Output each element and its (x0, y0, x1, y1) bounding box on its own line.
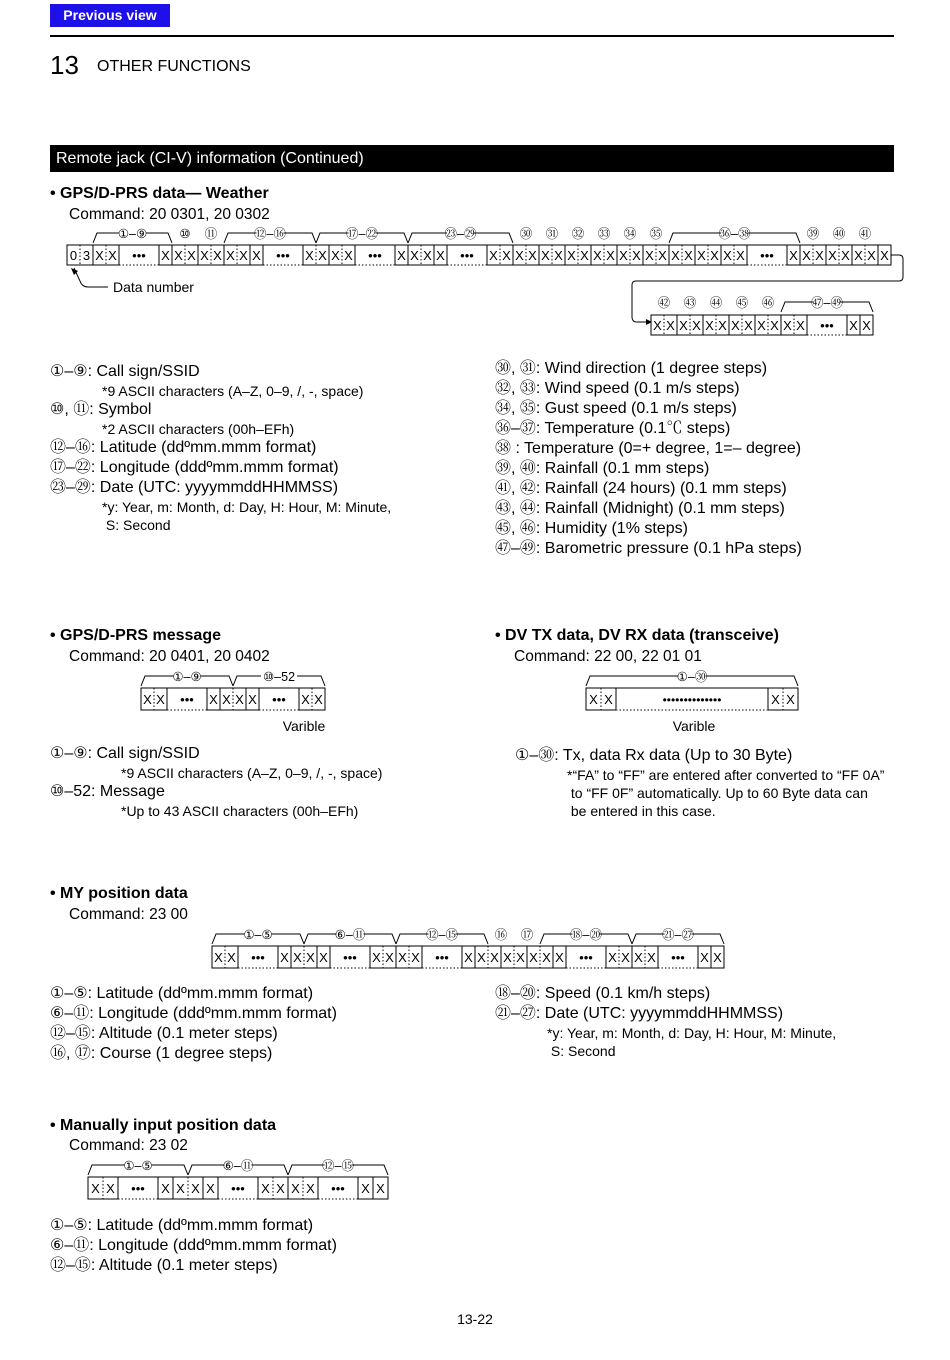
byte-digit: X (697, 248, 706, 263)
list-item: ㊶, ㊷: Rainfall (24 hours) (0.1 mm steps) (495, 480, 787, 497)
byte-digit: X (314, 692, 323, 707)
byte-digit: X (108, 248, 117, 263)
byte-digit: X (222, 692, 231, 707)
byte-digit: X (770, 318, 779, 333)
byte-digit: X (306, 950, 315, 965)
list-item: ㊼–㊾: Barometric pressure (0.1 hPa steps) (495, 540, 802, 557)
byte-digit: X (398, 950, 407, 965)
byte-index-label: ㉜ (571, 227, 585, 241)
note-line: *y: Year, m: Month, d: Day, H: Hour, M: Minute, (102, 499, 392, 515)
list-item: ⑫–⑯: Latitude (ddºmm.mmm format) (50, 439, 317, 456)
byte-digit: X (516, 950, 525, 965)
dots-separator: ••• (579, 950, 593, 965)
byte-digit: X (372, 950, 381, 965)
list-item: ㊱–㊲: Temperature (0.1℃ steps) (495, 420, 731, 437)
manual-list (50, 1216, 337, 1276)
dots-separator: ••• (132, 248, 146, 263)
dots-separator: ••• (671, 950, 685, 965)
list-item: ㉜, ㉝: Wind speed (0.1 m/s steps) (495, 380, 740, 397)
list-item: ㊳ : Temperature (0=+ degree, 1=– degree) (495, 440, 802, 457)
list-item: ⑩–52: Message (50, 783, 165, 800)
byte-digit: X (828, 248, 837, 263)
message-list (50, 744, 382, 820)
byte-digit: X (477, 950, 486, 965)
weather-command: Command: 20 0301, 20 0302 (69, 206, 270, 223)
byte-index-label: ㊷ (657, 296, 671, 310)
list-item: ㉓–㉙: Date (UTC: yyyymmddHHMMSS) (50, 479, 339, 496)
byte-index-label: ㉝ (597, 227, 611, 241)
byte-digit: X (319, 950, 328, 965)
range-label: ①–⑨ (172, 670, 202, 684)
byte-digit: X (226, 248, 235, 263)
byte-digit: X (567, 248, 576, 263)
varible-label: Varible (672, 718, 716, 734)
byte-digit: X (174, 248, 183, 263)
byte-digit: X (293, 950, 302, 965)
data-number-pointer (74, 268, 108, 287)
dvtx-diagram (475, 664, 950, 736)
byte-digit: X (731, 318, 740, 333)
byte-digit: X (191, 1181, 200, 1196)
range-label: ⑫–⑮ (322, 1159, 354, 1173)
byte-digit: X (541, 248, 550, 263)
byte-digit: X (713, 950, 722, 965)
list-item: ㉚, ㉛: Wind direction (1 degree steps) (495, 360, 768, 377)
byte-index-label: ⑯ (494, 928, 508, 942)
note-line: *“FA” to “FF” are entered after converted to “FF 0A” (567, 767, 885, 783)
byte-digit: X (666, 318, 675, 333)
list-item: ⑫–⑮: Altitude (0.1 meter steps) (50, 1025, 278, 1042)
dots-separator: ••• (343, 950, 357, 965)
byte-digit: X (815, 248, 824, 263)
mypos-right-list (495, 984, 836, 1060)
range-label: ㊱–㊳ (718, 227, 751, 241)
weather-right-list (495, 359, 802, 559)
byte-digit: X (632, 248, 641, 263)
byte-digit: X (658, 248, 667, 263)
list-item: ⑯, ⑰: Course (1 degree steps) (50, 1045, 273, 1062)
byte-digit: X (786, 692, 795, 707)
byte-digit: X (529, 950, 538, 965)
dots-separator: ••• (180, 692, 194, 707)
list-item: ①–⑤: Latitude (ddºmm.mmm format) (50, 985, 314, 1002)
byte-digit: X (710, 248, 719, 263)
mypos-command: Command: 23 00 (69, 906, 188, 923)
byte-digit: X (802, 248, 811, 263)
byte-digit: X (376, 1181, 385, 1196)
byte-digit: X (209, 692, 218, 707)
dvtx-title: • DV TX data, DV RX data (transceive) (495, 627, 779, 644)
byte-digit: X (589, 692, 598, 707)
byte-digit: X (176, 1181, 185, 1196)
note-line: S: Second (102, 517, 171, 533)
byte-digit: X (783, 318, 792, 333)
byte-digit: X (692, 318, 701, 333)
manual-title: • Manually input position data (50, 1117, 277, 1134)
byte-index-label: ⑰ (520, 928, 534, 942)
note-line: S: Second (547, 1043, 616, 1059)
byte-digit: X (757, 318, 766, 333)
dots-separator: •••••••••••••• (662, 693, 722, 707)
list-item: ⑥–⑪: Longitude (dddºmm.mmm format) (50, 1237, 337, 1254)
page-number: 13-22 (457, 1311, 493, 1327)
byte-digit: X (796, 318, 805, 333)
byte-digit: X (106, 1181, 115, 1196)
byte-digit: X (436, 248, 445, 263)
byte-digit: X (744, 318, 753, 333)
byte-digit: X (705, 318, 714, 333)
mypos-left-list (50, 984, 337, 1064)
byte-digit: X (789, 248, 798, 263)
byte-digit: X (411, 950, 420, 965)
byte-digit: X (397, 248, 406, 263)
dots-separator: ••• (131, 1181, 145, 1196)
previous-view-button[interactable]: Previous view (50, 4, 170, 27)
byte-digit: X (621, 950, 630, 965)
byte-digit: X (528, 248, 537, 263)
byte-digit: X (771, 692, 780, 707)
byte-digit: X (214, 950, 223, 965)
list-item: ⑰–㉒: Longitude (dddºmm.mmm format) (50, 459, 339, 476)
byte-digit: X (647, 950, 656, 965)
byte-digit: X (841, 248, 850, 263)
byte-digit: X (280, 950, 289, 965)
dots-separator: ••• (368, 248, 382, 263)
byte-digit: X (580, 248, 589, 263)
byte-digit: X (252, 248, 261, 263)
byte-digit: X (555, 950, 564, 965)
dots-separator: ••• (331, 1181, 345, 1196)
byte-digit: X (385, 950, 394, 965)
byte-digit: X (862, 318, 871, 333)
byte-index-label: ㊺ (735, 296, 749, 310)
message-title: • GPS/D-PRS message (50, 627, 221, 644)
byte-index-label: ㉞ (623, 227, 637, 241)
byte-digit: X (849, 318, 858, 333)
byte-digit: X (854, 248, 863, 263)
note-line: *9 ASCII characters (A–Z, 0–9, /, -, space) (102, 383, 364, 399)
list-item: ㉞, ㉟: Gust speed (0.1 m/s steps) (495, 400, 737, 417)
byte-digit: X (187, 248, 196, 263)
byte-digit: X (291, 1181, 300, 1196)
section-bar: Remote jack (CI-V) information (Continued) (50, 145, 894, 172)
note-line: be entered in this case. (567, 803, 716, 819)
list-item: ⑱–⑳: Speed (0.1 km/h steps) (495, 985, 711, 1002)
byte-digit: X (679, 318, 688, 333)
byte-digit: 0 (69, 248, 78, 263)
byte-digit: X (606, 248, 615, 263)
dots-separator: ••• (820, 318, 834, 333)
note-line: to “FF 0F” automatically. Up to 60 Byte data can (567, 785, 868, 801)
range-label: ⑱–⑳ (570, 928, 602, 942)
byte-index-label: ⑪ (204, 227, 218, 241)
varible-label: Varible (282, 718, 326, 734)
byte-digit: X (276, 1181, 285, 1196)
list-item: ㊸, ㊹: Rainfall (Midnight) (0.1 mm steps) (495, 500, 785, 517)
list-item: ①–⑨: Call sign/SSID (50, 745, 200, 762)
byte-digit: X (490, 950, 499, 965)
byte-digit: X (723, 248, 732, 263)
manual-command: Command: 23 02 (69, 1137, 188, 1154)
byte-digit: X (634, 950, 643, 965)
byte-digit: X (227, 950, 236, 965)
byte-digit: X (489, 248, 498, 263)
byte-digit: X (619, 248, 628, 263)
list-item: ⑥–⑪: Longitude (dddºmm.mmm format) (50, 1005, 337, 1022)
byte-digit: X (645, 248, 654, 263)
byte-digit: X (736, 248, 745, 263)
range-label: ⑰–㉒ (346, 227, 378, 241)
data-number-label: Data number (113, 279, 194, 295)
byte-digit: X (156, 692, 165, 707)
byte-digit: X (318, 248, 327, 263)
range-label: ㉓–㉙ (444, 227, 477, 241)
byte-index-label: ㊹ (709, 296, 723, 310)
list-item: ①–⑨: Call sign/SSID (50, 363, 200, 380)
byte-digit: X (331, 248, 340, 263)
byte-digit: 3 (82, 248, 91, 263)
byte-index-label: ㊶ (858, 227, 872, 241)
dots-separator: ••• (760, 248, 774, 263)
byte-digit: X (423, 248, 432, 263)
byte-digit: X (248, 692, 257, 707)
byte-digit: X (361, 1181, 370, 1196)
byte-digit: X (515, 248, 524, 263)
byte-digit: X (235, 692, 244, 707)
byte-digit: X (700, 950, 709, 965)
byte-index-label: ㊻ (761, 296, 775, 310)
byte-digit: X (95, 248, 104, 263)
byte-index-label: ㊵ (832, 227, 846, 241)
range-label: ①–⑨ (117, 227, 148, 241)
range-label: ⑫–⑯ (254, 227, 286, 241)
byte-digit: X (464, 950, 473, 965)
byte-index-label: ⑩ (179, 227, 191, 241)
byte-digit: X (91, 1181, 100, 1196)
note-line: *y: Year, m: Month, d: Day, H: Hour, M: Minute, (547, 1025, 837, 1041)
list-item: ㉑–㉗: Date (UTC: yyyymmddHHMMSS) (495, 1005, 784, 1022)
byte-digit: X (542, 950, 551, 965)
dvtx-list (515, 746, 884, 820)
weather-title: • GPS/D-PRS data— Weather (50, 185, 269, 202)
byte-digit: X (410, 248, 419, 263)
byte-index-label: ㉟ (649, 227, 663, 241)
byte-digit: X (305, 248, 314, 263)
range-label: ①–㉚ (676, 670, 708, 684)
byte-digit: X (671, 248, 680, 263)
byte-index-label: ㉛ (545, 227, 559, 241)
list-item: ⑩, ⑪: Symbol (50, 401, 152, 418)
note-line: *2 ASCII characters (00h–EFh) (102, 421, 295, 437)
range-label: ⑥–⑪ (222, 1159, 254, 1173)
byte-digit: X (880, 248, 889, 263)
byte-digit: X (200, 248, 209, 263)
list-item: ①–⑤: Latitude (ddºmm.mmm format) (50, 1217, 314, 1234)
mypos-title: • MY position data (50, 885, 188, 902)
chapter-title: OTHER FUNCTIONS (97, 58, 251, 75)
range-label: ①–⑤ (243, 928, 273, 942)
byte-digit: X (301, 692, 310, 707)
header-rule (50, 35, 894, 37)
byte-digit: X (143, 692, 152, 707)
list-item: ㊴, ㊵: Rainfall (0.1 mm steps) (495, 460, 710, 477)
dots-separator: ••• (272, 692, 286, 707)
list-item: ㊺, ㊻: Humidity (1% steps) (495, 520, 688, 537)
message-command: Command: 20 0401, 20 0402 (69, 648, 270, 665)
dvtx-command: Command: 22 00, 22 01 01 (514, 648, 702, 665)
byte-digit: X (604, 692, 613, 707)
byte-digit: X (684, 248, 693, 263)
byte-digit: X (593, 248, 602, 263)
dots-separator: ••• (460, 248, 474, 263)
byte-index-label: ㊴ (806, 227, 820, 241)
byte-digit: X (867, 248, 876, 263)
list-item: ①–㉚: Tx, data Rx data (Up to 30 Byte) (515, 747, 793, 764)
byte-digit: X (718, 318, 727, 333)
byte-digit: X (554, 248, 563, 263)
byte-digit: X (503, 950, 512, 965)
byte-digit: X (306, 1181, 315, 1196)
message-diagram (0, 664, 475, 736)
byte-digit: X (161, 248, 170, 263)
manual-diagram (0, 1153, 475, 1205)
range-label: ㊼–㊾ (811, 296, 843, 310)
byte-digit: X (239, 248, 248, 263)
chapter-number: 13 (50, 50, 79, 80)
dots-separator: ••• (276, 248, 290, 263)
range-label: ⑫–⑮ (426, 928, 458, 942)
byte-digit: X (261, 1181, 270, 1196)
byte-index-label: ㊸ (683, 296, 697, 310)
byte-digit: X (653, 318, 662, 333)
note-line: *Up to 43 ASCII characters (00h–EFh) (121, 803, 359, 819)
byte-digit: X (502, 248, 511, 263)
range-label: ⑩–52 (262, 670, 296, 684)
byte-index-label: ㉚ (519, 227, 533, 241)
byte-digit: X (206, 1181, 215, 1196)
byte-digit: X (344, 248, 353, 263)
dots-separator: ••• (435, 950, 449, 965)
list-item: ⑫–⑮: Altitude (0.1 meter steps) (50, 1257, 278, 1274)
weather-left-list (50, 362, 391, 534)
mypos-diagram (0, 922, 950, 974)
dots-separator: ••• (231, 1181, 245, 1196)
byte-digit: X (213, 248, 222, 263)
range-label: ㉑–㉗ (662, 928, 694, 942)
byte-digit: X (608, 950, 617, 965)
range-label: ⑥–⑪ (334, 928, 366, 942)
range-label: ①–⑤ (123, 1159, 153, 1173)
dots-separator: ••• (251, 950, 265, 965)
byte-digit: X (161, 1181, 170, 1196)
note-line: *9 ASCII characters (A–Z, 0–9, /, -, space) (121, 765, 383, 781)
weather-diagram (0, 220, 950, 350)
